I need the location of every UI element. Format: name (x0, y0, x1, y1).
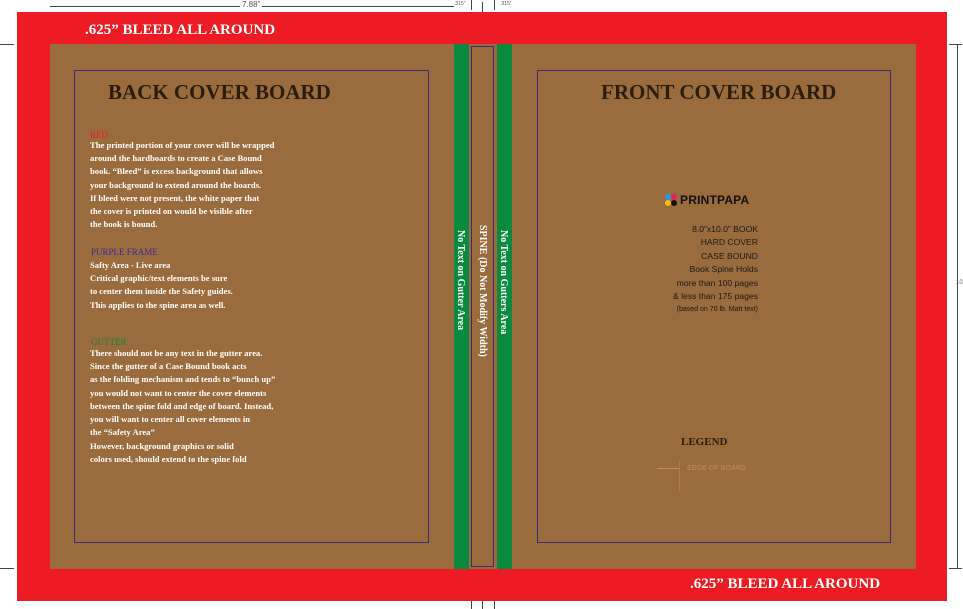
bleed-label-top: .625” BLEED ALL AROUND (85, 22, 276, 38)
text-line: colors used, should extend to the spine fold (90, 454, 247, 465)
back-cover-title: BACK COVER BOARD (108, 80, 331, 104)
gutter-section-body (90, 347, 275, 439)
spine-dimension-label-right: .315” (500, 1, 512, 7)
spec-line: & less than 175 pages (672, 291, 758, 302)
text-line: you will want to center all cover elements in (90, 414, 251, 425)
text-line: to center them inside the Safety guides. (90, 286, 233, 297)
crop-mark (494, 0, 495, 10)
height-dimension-line (957, 44, 958, 569)
text-line: However, background graphics or solid (90, 441, 234, 451)
spine-label: SPINE (Do Not Modify Width) (477, 225, 488, 357)
red-section-title: RED (90, 130, 108, 140)
text-line: the book is bound. (90, 219, 158, 230)
legend-edge-mark (679, 461, 680, 491)
gutter-left-label: No Text on Gutter Area (455, 230, 466, 331)
legend-title: LEGEND (681, 436, 728, 448)
gutter-section-note (90, 440, 247, 466)
text-line: your background to extend around the boards. (90, 179, 262, 190)
spec-line: CASE BOUND (701, 250, 758, 261)
text-line: you would not want to center the cover elements (90, 387, 267, 398)
bleed-label-bottom: .625” BLEED ALL AROUND (690, 576, 881, 592)
purple-section-title: PURPLE FRAME (91, 247, 158, 257)
text-line: If bleed were not present, the white paper that (90, 192, 260, 203)
gutter-section-title: GUTTER (91, 337, 127, 347)
text-line: Safty Area - Live area (90, 260, 171, 270)
spec-note: (based on 70 lb. Matt text) (676, 306, 758, 314)
text-line: The printed portion of your cover will be wrapped (90, 140, 275, 150)
crop-mark (471, 0, 472, 10)
crop-mark (949, 568, 962, 569)
spec-line: more than 100 pages (676, 277, 758, 288)
legend-edge-line (657, 468, 679, 469)
legend-item-edge-of-board: EDGE OF BOARD (687, 465, 747, 472)
book-specifications (673, 223, 758, 317)
text-line: the “Safety Area” (90, 427, 155, 438)
text-line: This applies to the spine area as well. (90, 299, 226, 310)
red-section-body (90, 139, 274, 231)
spec-line: Book Spine Holds (689, 264, 758, 275)
printpapa-logo-icon (664, 193, 678, 207)
text-line: between the spine fold and edge of board. Instead, (90, 400, 274, 411)
crop-mark (949, 44, 962, 45)
printpapa-logo-text: PRINTPAPA (680, 193, 750, 207)
front-cover-title: FRONT COVER BOARD (601, 80, 837, 104)
printpapa-logo (664, 193, 749, 207)
text-line: the cover is printed on would be visible after (90, 206, 253, 217)
text-line: as the folding mechanism and tends to “bunch up” (90, 374, 276, 385)
crop-mark (0, 44, 14, 45)
width-dimension-label: 7.88” (242, 0, 261, 9)
text-line: Since the gutter of a Case Bound book acts (90, 361, 247, 372)
text-line: There should not be any text in the gutter area. (90, 348, 263, 358)
spine-dimension-label-left: .315” (454, 1, 466, 7)
spec-line: 8.0”x10.0” BOOK (692, 224, 758, 234)
text-line: Critical graphic/text elements be sure (90, 273, 228, 284)
height-dimension-label: 10 (956, 280, 963, 286)
text-line: book. “Bleed” is excess background that allows (90, 166, 263, 177)
text-line: around the hardboards to create a Case Bound (90, 153, 262, 164)
gutter-right-label: No Text on Gutters Area (498, 230, 509, 335)
purple-section-body (90, 259, 233, 312)
crop-mark (0, 568, 14, 569)
spec-line: HARD COVER (700, 237, 758, 248)
